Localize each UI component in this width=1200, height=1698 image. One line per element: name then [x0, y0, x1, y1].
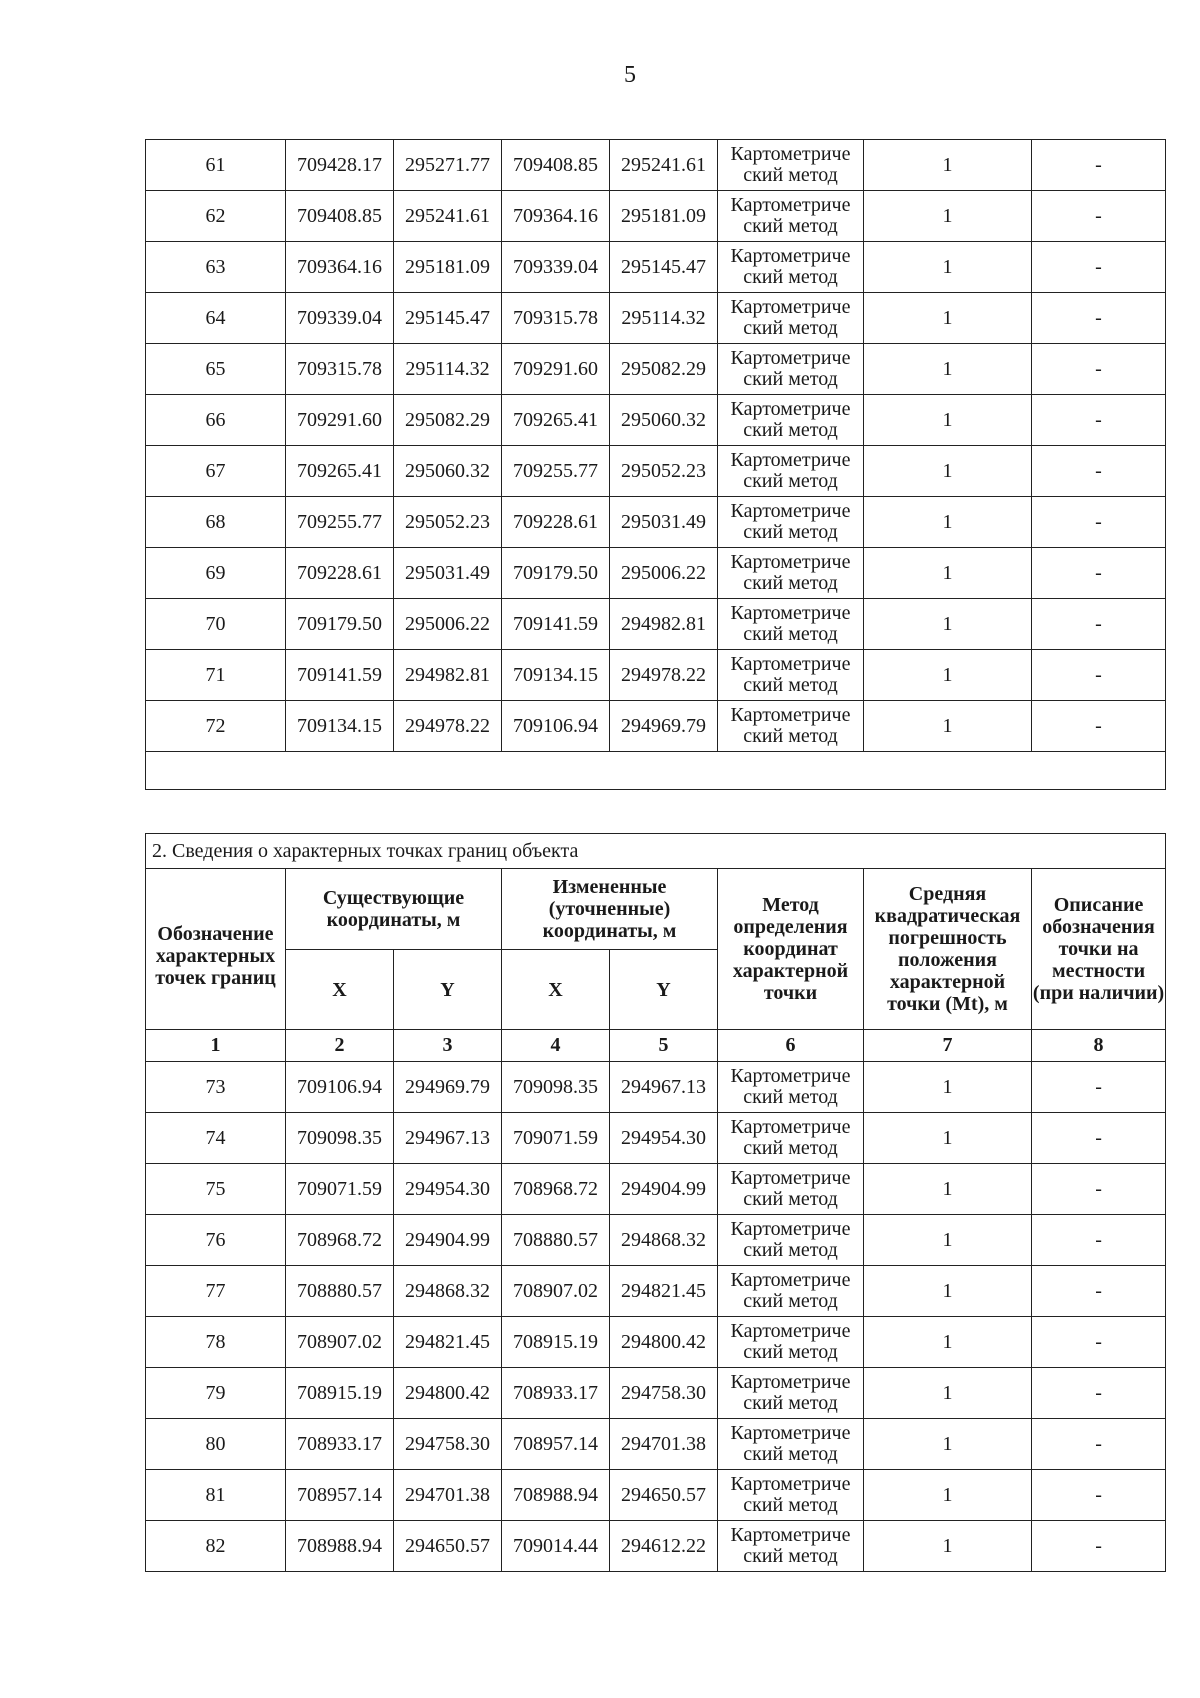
mt-value-cell: 1 — [864, 1215, 1032, 1266]
changed-x-cell: 709408.85 — [502, 140, 610, 191]
mt-value-cell: 1 — [864, 395, 1032, 446]
table2-body — [146, 1062, 1166, 1572]
changed-x-cell: 708988.94 — [502, 1470, 610, 1521]
changed-y-cell: 294800.42 — [610, 1317, 718, 1368]
method-cell: Картометриче ский метод — [718, 140, 864, 191]
existing-y-cell: 294969.79 — [394, 1062, 502, 1113]
changed-y-cell: 294868.32 — [610, 1215, 718, 1266]
changed-x-cell: 709134.15 — [502, 650, 610, 701]
mt-value-cell: 1 — [864, 1266, 1032, 1317]
existing-y-cell: 295006.22 — [394, 599, 502, 650]
table-row — [146, 1368, 1166, 1419]
existing-y-cell: 295031.49 — [394, 548, 502, 599]
description-cell: - — [1032, 242, 1166, 293]
description-cell: - — [1032, 1062, 1166, 1113]
mt-value-cell: 1 — [864, 1368, 1032, 1419]
existing-x-cell: 709098.35 — [286, 1113, 394, 1164]
point-number-cell: 75 — [146, 1164, 286, 1215]
existing-x-cell: 709315.78 — [286, 344, 394, 395]
column-number: 7 — [864, 1030, 1032, 1062]
boundary-points-table-continued — [145, 139, 1166, 790]
table1-body — [146, 140, 1166, 790]
changed-x-cell: 708907.02 — [502, 1266, 610, 1317]
changed-y-cell: 295052.23 — [610, 446, 718, 497]
point-number-cell: 74 — [146, 1113, 286, 1164]
existing-y-cell: 294978.22 — [394, 701, 502, 752]
description-cell: - — [1032, 650, 1166, 701]
existing-y-cell: 294701.38 — [394, 1470, 502, 1521]
existing-y-cell: 295241.61 — [394, 191, 502, 242]
column-number: 4 — [502, 1030, 610, 1062]
header-description: Описание обозначения точки на местности (при наличии) — [1032, 869, 1166, 1030]
mt-value-cell: 1 — [864, 1521, 1032, 1572]
header-changed-coords: Измененные (уточненные) координаты, м — [502, 869, 718, 950]
existing-y-cell: 295052.23 — [394, 497, 502, 548]
description-cell: - — [1032, 1266, 1166, 1317]
existing-x-cell: 709228.61 — [286, 548, 394, 599]
header-changed-x: X — [502, 950, 610, 1030]
existing-y-cell: 294967.13 — [394, 1113, 502, 1164]
existing-x-cell: 708957.14 — [286, 1470, 394, 1521]
column-number: 2 — [286, 1030, 394, 1062]
changed-x-cell: 709315.78 — [502, 293, 610, 344]
method-cell: Картометриче ский метод — [718, 650, 864, 701]
header-method: Метод определения координат характерной точки — [718, 869, 864, 1030]
table-row — [146, 446, 1166, 497]
point-number-cell: 66 — [146, 395, 286, 446]
method-cell: Картометриче ский метод — [718, 1368, 864, 1419]
table-row — [146, 191, 1166, 242]
empty-cell — [146, 752, 1166, 790]
changed-y-cell: 294650.57 — [610, 1470, 718, 1521]
description-cell: - — [1032, 395, 1166, 446]
table-row — [146, 344, 1166, 395]
mt-value-cell: 1 — [864, 242, 1032, 293]
point-number-cell: 67 — [146, 446, 286, 497]
description-cell: - — [1032, 599, 1166, 650]
existing-y-cell: 294954.30 — [394, 1164, 502, 1215]
table-caption: 2. Сведения о характерных точках границ объекта — [146, 834, 1166, 869]
mt-value-cell: 1 — [864, 701, 1032, 752]
column-number: 5 — [610, 1030, 718, 1062]
page-number: 5 — [624, 62, 636, 88]
point-number-cell: 70 — [146, 599, 286, 650]
header-designation: Обозначение характерных точек границ — [146, 869, 286, 1030]
description-cell: - — [1032, 1113, 1166, 1164]
table-row — [146, 701, 1166, 752]
existing-x-cell: 709364.16 — [286, 242, 394, 293]
changed-y-cell: 294967.13 — [610, 1062, 718, 1113]
existing-y-cell: 294904.99 — [394, 1215, 502, 1266]
existing-y-cell: 295145.47 — [394, 293, 502, 344]
existing-y-cell: 294982.81 — [394, 650, 502, 701]
description-cell: - — [1032, 344, 1166, 395]
column-number: 3 — [394, 1030, 502, 1062]
existing-y-cell: 294800.42 — [394, 1368, 502, 1419]
changed-x-cell: 709265.41 — [502, 395, 610, 446]
method-cell: Картометриче ский метод — [718, 1113, 864, 1164]
changed-x-cell: 709291.60 — [502, 344, 610, 395]
mt-value-cell: 1 — [864, 497, 1032, 548]
existing-x-cell: 709428.17 — [286, 140, 394, 191]
point-number-cell: 68 — [146, 497, 286, 548]
method-cell: Картометриче ский метод — [718, 446, 864, 497]
column-number: 8 — [1032, 1030, 1166, 1062]
method-cell: Картометриче ский метод — [718, 1164, 864, 1215]
mt-value-cell: 1 — [864, 1062, 1032, 1113]
description-cell: - — [1032, 1470, 1166, 1521]
changed-x-cell: 709071.59 — [502, 1113, 610, 1164]
table-row — [146, 599, 1166, 650]
changed-x-cell: 708880.57 — [502, 1215, 610, 1266]
column-number: 1 — [146, 1030, 286, 1062]
table-row — [146, 293, 1166, 344]
existing-x-cell: 708907.02 — [286, 1317, 394, 1368]
table-row — [146, 140, 1166, 191]
mt-value-cell: 1 — [864, 293, 1032, 344]
method-cell: Картометриче ский метод — [718, 1521, 864, 1572]
header-existing-coords: Существующие координаты, м — [286, 869, 502, 950]
existing-y-cell: 295181.09 — [394, 242, 502, 293]
changed-y-cell: 295031.49 — [610, 497, 718, 548]
point-number-cell: 81 — [146, 1470, 286, 1521]
description-cell: - — [1032, 1419, 1166, 1470]
table-row — [146, 1521, 1166, 1572]
method-cell: Картометриче ский метод — [718, 293, 864, 344]
changed-x-cell: 708915.19 — [502, 1317, 610, 1368]
description-cell: - — [1032, 1215, 1166, 1266]
description-cell: - — [1032, 701, 1166, 752]
changed-y-cell: 294821.45 — [610, 1266, 718, 1317]
changed-x-cell: 709228.61 — [502, 497, 610, 548]
method-cell: Картометриче ский метод — [718, 1470, 864, 1521]
table-row — [146, 1266, 1166, 1317]
empty-row — [146, 752, 1166, 790]
table-row — [146, 1470, 1166, 1521]
existing-x-cell: 709291.60 — [286, 395, 394, 446]
mt-value-cell: 1 — [864, 446, 1032, 497]
table-row — [146, 242, 1166, 293]
point-number-cell: 73 — [146, 1062, 286, 1113]
point-number-cell: 72 — [146, 701, 286, 752]
changed-y-cell: 294758.30 — [610, 1368, 718, 1419]
existing-y-cell: 294650.57 — [394, 1521, 502, 1572]
changed-y-cell: 294612.22 — [610, 1521, 718, 1572]
method-cell: Картометриче ский метод — [718, 1215, 864, 1266]
mt-value-cell: 1 — [864, 1164, 1032, 1215]
table-row — [146, 1215, 1166, 1266]
existing-x-cell: 709141.59 — [286, 650, 394, 701]
existing-y-cell: 295271.77 — [394, 140, 502, 191]
boundary-points-table — [145, 833, 1166, 1572]
description-cell: - — [1032, 293, 1166, 344]
method-cell: Картометриче ский метод — [718, 701, 864, 752]
point-number-cell: 82 — [146, 1521, 286, 1572]
point-number-cell: 76 — [146, 1215, 286, 1266]
description-cell: - — [1032, 1521, 1166, 1572]
description-cell: - — [1032, 1368, 1166, 1419]
existing-y-cell: 295114.32 — [394, 344, 502, 395]
description-cell: - — [1032, 140, 1166, 191]
mt-value-cell: 1 — [864, 344, 1032, 395]
description-cell: - — [1032, 1164, 1166, 1215]
point-number-cell: 65 — [146, 344, 286, 395]
changed-y-cell: 295114.32 — [610, 293, 718, 344]
table-row — [146, 548, 1166, 599]
changed-y-cell: 295145.47 — [610, 242, 718, 293]
method-cell: Картометриче ский метод — [718, 395, 864, 446]
existing-x-cell: 709134.15 — [286, 701, 394, 752]
point-number-cell: 77 — [146, 1266, 286, 1317]
method-cell: Картометриче ский метод — [718, 497, 864, 548]
method-cell: Картометриче ский метод — [718, 344, 864, 395]
existing-y-cell: 295060.32 — [394, 446, 502, 497]
mt-value-cell: 1 — [864, 650, 1032, 701]
mt-value-cell: 1 — [864, 1419, 1032, 1470]
point-number-cell: 78 — [146, 1317, 286, 1368]
method-cell: Картометриче ский метод — [718, 191, 864, 242]
changed-y-cell: 294701.38 — [610, 1419, 718, 1470]
existing-y-cell: 294868.32 — [394, 1266, 502, 1317]
changed-y-cell: 294982.81 — [610, 599, 718, 650]
changed-x-cell: 709141.59 — [502, 599, 610, 650]
table-row — [146, 1113, 1166, 1164]
mt-value-cell: 1 — [864, 548, 1032, 599]
existing-x-cell: 708968.72 — [286, 1215, 394, 1266]
changed-y-cell: 295006.22 — [610, 548, 718, 599]
description-cell: - — [1032, 446, 1166, 497]
description-cell: - — [1032, 1317, 1166, 1368]
table-row — [146, 1062, 1166, 1113]
changed-y-cell: 295060.32 — [610, 395, 718, 446]
changed-y-cell: 294978.22 — [610, 650, 718, 701]
header-existing-y: Y — [394, 950, 502, 1030]
existing-x-cell: 709265.41 — [286, 446, 394, 497]
description-cell: - — [1032, 548, 1166, 599]
changed-x-cell: 709364.16 — [502, 191, 610, 242]
changed-y-cell: 295181.09 — [610, 191, 718, 242]
changed-x-cell: 709014.44 — [502, 1521, 610, 1572]
existing-x-cell: 708988.94 — [286, 1521, 394, 1572]
changed-x-cell: 709255.77 — [502, 446, 610, 497]
existing-x-cell: 709339.04 — [286, 293, 394, 344]
changed-y-cell: 295241.61 — [610, 140, 718, 191]
method-cell: Картометриче ский метод — [718, 599, 864, 650]
point-number-cell: 63 — [146, 242, 286, 293]
method-cell: Картометриче ский метод — [718, 1419, 864, 1470]
point-number-cell: 69 — [146, 548, 286, 599]
changed-x-cell: 709098.35 — [502, 1062, 610, 1113]
mt-value-cell: 1 — [864, 1317, 1032, 1368]
existing-x-cell: 708880.57 — [286, 1266, 394, 1317]
method-cell: Картометриче ский метод — [718, 1062, 864, 1113]
changed-x-cell: 708968.72 — [502, 1164, 610, 1215]
changed-y-cell: 295082.29 — [610, 344, 718, 395]
method-cell: Картометриче ский метод — [718, 1266, 864, 1317]
existing-x-cell: 709408.85 — [286, 191, 394, 242]
point-number-cell: 79 — [146, 1368, 286, 1419]
existing-x-cell: 709071.59 — [286, 1164, 394, 1215]
header-changed-y: Y — [610, 950, 718, 1030]
header-mt: Средняя квадратическая погрешность положения характерной точки (Mt), м — [864, 869, 1032, 1030]
mt-value-cell: 1 — [864, 191, 1032, 242]
table-row — [146, 497, 1166, 548]
changed-y-cell: 294904.99 — [610, 1164, 718, 1215]
mt-value-cell: 1 — [864, 1113, 1032, 1164]
table-row — [146, 650, 1166, 701]
method-cell: Картометриче ский метод — [718, 1317, 864, 1368]
existing-y-cell: 295082.29 — [394, 395, 502, 446]
mt-value-cell: 1 — [864, 1470, 1032, 1521]
header-existing-x: X — [286, 950, 394, 1030]
existing-y-cell: 294758.30 — [394, 1419, 502, 1470]
existing-x-cell: 709106.94 — [286, 1062, 394, 1113]
changed-x-cell: 709106.94 — [502, 701, 610, 752]
existing-x-cell: 708915.19 — [286, 1368, 394, 1419]
table-row — [146, 1419, 1166, 1470]
method-cell: Картометриче ский метод — [718, 242, 864, 293]
table-row — [146, 1317, 1166, 1368]
description-cell: - — [1032, 191, 1166, 242]
changed-y-cell: 294969.79 — [610, 701, 718, 752]
description-cell: - — [1032, 497, 1166, 548]
mt-value-cell: 1 — [864, 599, 1032, 650]
changed-x-cell: 708933.17 — [502, 1368, 610, 1419]
mt-value-cell: 1 — [864, 140, 1032, 191]
changed-y-cell: 294954.30 — [610, 1113, 718, 1164]
existing-x-cell: 709255.77 — [286, 497, 394, 548]
changed-x-cell: 709339.04 — [502, 242, 610, 293]
point-number-cell: 71 — [146, 650, 286, 701]
table-row — [146, 395, 1166, 446]
point-number-cell: 64 — [146, 293, 286, 344]
existing-y-cell: 294821.45 — [394, 1317, 502, 1368]
existing-x-cell: 708933.17 — [286, 1419, 394, 1470]
method-cell: Картометриче ский метод — [718, 548, 864, 599]
existing-x-cell: 709179.50 — [286, 599, 394, 650]
table-row — [146, 1164, 1166, 1215]
point-number-cell: 61 — [146, 140, 286, 191]
point-number-cell: 80 — [146, 1419, 286, 1470]
column-number: 6 — [718, 1030, 864, 1062]
point-number-cell: 62 — [146, 191, 286, 242]
changed-x-cell: 708957.14 — [502, 1419, 610, 1470]
changed-x-cell: 709179.50 — [502, 548, 610, 599]
